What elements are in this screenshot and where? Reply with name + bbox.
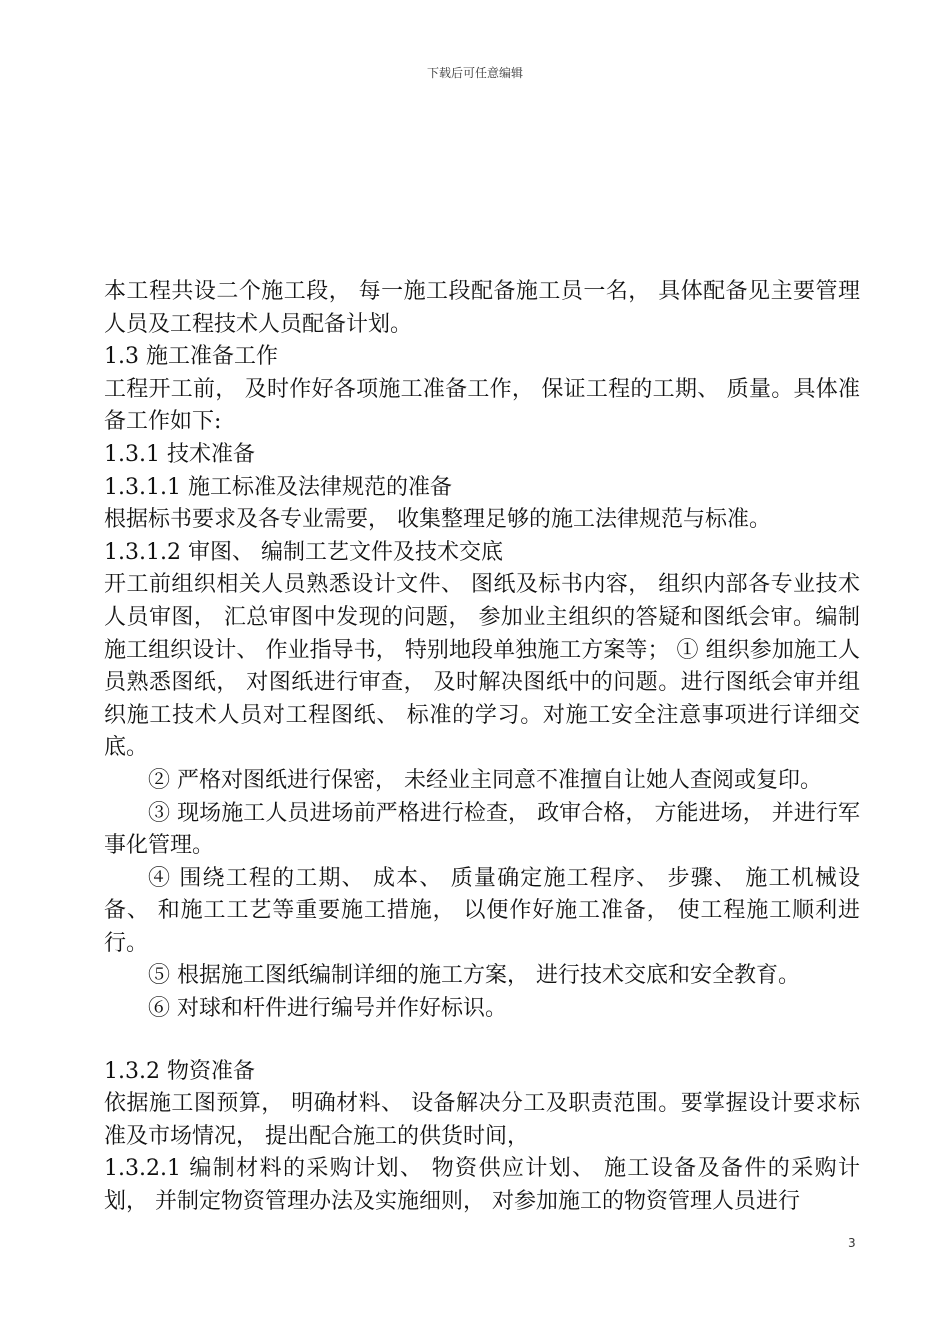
spacer	[104, 1026, 860, 1056]
list-item: ⑤ 根据施工图纸编制详细的施工方案， 进行技术交底和安全教育。	[148, 963, 800, 989]
paragraph: 开工前组织相关人员熟悉设计文件、 图纸及标书内容， 组织内部各专业技术人员审图， 汇总审图中发现的问题， 参加业主组织的答疑和图纸会审。编制施工组织设计、 作业指导书， 特别地段单独施工方案等； ① 组织参加施工人员熟悉图纸， 对图纸进行审查， 及时解决图纸中的问题。进行图纸会审并组织施工技术人员对工程图纸、 标准的学习。对施工安全注意事项进行详细交底。	[104, 572, 860, 761]
list-item: ⑥ 对球和杆件进行编号并作好标识。	[148, 996, 507, 1022]
section-heading: 1.3.1 技术准备	[104, 441, 255, 467]
section-heading: 1.3.1.2 审图、 编制工艺文件及技术交底	[104, 539, 503, 565]
paragraph: 根据标书要求及各专业需要， 收集整理足够的施工法律规范与标准。	[104, 507, 771, 533]
paragraph: 本工程共设二个施工段， 每一施工段配备施工员一名， 具体配备见主要管理人员及工程技术人员配备计划。	[104, 279, 860, 337]
section-heading: 1.3 施工准备工作	[104, 344, 278, 370]
list-item: ② 严格对图纸进行保密， 未经业主同意不准擅自让她人查阅或复印。	[148, 767, 822, 793]
page-number: 3	[848, 1236, 856, 1250]
body-text	[104, 276, 860, 1219]
list-item: ④ 围绕工程的工期、 成本、 质量确定施工程序、 步骤、 施工机械设备、 和施工工艺等重要施工措施， 以便作好施工准备， 使工程施工顺利进行。	[104, 865, 860, 956]
paragraph: 1.3.2.1 编制材料的采购计划、 物资供应计划、 施工设备及备件的采购计划， 并制定物资管理办法及实施细则， 对参加施工的物资管理人员进行	[104, 1156, 860, 1215]
list-item: ③ 现场施工人员进场前严格进行检查， 政审合格， 方能进场， 并进行军事化管理。	[104, 800, 860, 859]
paragraph: 依据施工图预算， 明确材料、 设备解决分工及职责范围。要掌握设计要求标准及市场情况， 提出配合施工的供货时间，	[104, 1091, 860, 1149]
page-header: 下载后可任意编辑	[426, 66, 523, 80]
section-heading: 1.3.1.1 施工标准及法律规范的准备	[104, 474, 452, 500]
section-heading: 1.3.2 物资准备	[104, 1058, 255, 1084]
paragraph: 工程开工前， 及时作好各项施工准备工作， 保证工程的工期、 质量。具体准备工作如下:	[104, 376, 860, 435]
